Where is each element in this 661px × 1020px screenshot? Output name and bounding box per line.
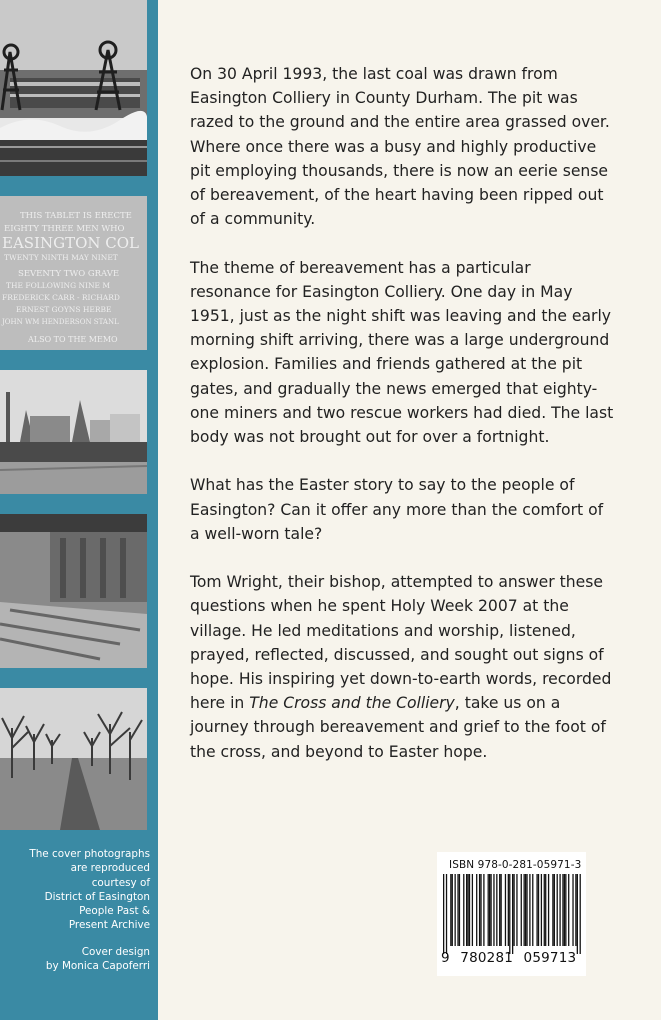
barcode-bar bbox=[572, 874, 573, 946]
barcode-bar bbox=[443, 874, 444, 954]
photo-credits bbox=[0, 847, 150, 973]
tablet-line-4: TWENTY NINTH MAY NINET bbox=[4, 253, 118, 262]
credits-line: District of Easington bbox=[44, 890, 150, 903]
barcode-bar bbox=[568, 874, 569, 946]
barcode-bar bbox=[513, 874, 514, 946]
barcode-bar bbox=[450, 874, 451, 946]
barcode-bar bbox=[575, 874, 576, 946]
photo-tree-avenue bbox=[0, 688, 147, 830]
barcode-bar bbox=[452, 874, 453, 946]
barcode-bar bbox=[577, 874, 578, 954]
barcode-bar bbox=[467, 874, 468, 946]
blurb-paragraph-4 bbox=[190, 570, 615, 764]
credits-line: People Past & bbox=[79, 905, 150, 918]
barcode-bar bbox=[552, 874, 553, 946]
blurb-paragraph-3: What has the Easter story to say to the people of Easington? Can it offer any more than the comfort of a well-worn tale? bbox=[190, 476, 604, 543]
barcode-bar bbox=[512, 874, 513, 954]
barcode-bar bbox=[490, 874, 491, 946]
barcode-bar bbox=[557, 874, 558, 946]
tablet-line-6: THE FOLLOWING NINE M bbox=[6, 281, 111, 290]
tablet-line-3: EASINGTON COL bbox=[2, 234, 140, 252]
barcode-bar bbox=[541, 874, 542, 946]
barcode-bar bbox=[554, 874, 555, 946]
barcode-bar bbox=[548, 874, 549, 946]
barcode-bar bbox=[499, 874, 500, 946]
tablet-line-1: THIS TABLET IS ERECTE bbox=[20, 211, 132, 221]
photo-memorial-tablet bbox=[0, 196, 147, 350]
barcode-bar bbox=[516, 874, 517, 946]
isbn-label: ISBN 978-0-281-05971-3 bbox=[449, 859, 582, 871]
photo-timber-boxes bbox=[0, 514, 147, 668]
barcode-bar bbox=[459, 874, 460, 946]
barcode-bar bbox=[562, 874, 563, 946]
blurb-paragraph-2: The theme of bereavement has a particular resonance for Easington Colliery. One day in May 1951, just as the night shift was leaving and the early morning shift arriving, there was a large underground explosion. Families and friends gathered at the pit gates, and gradually the news emerged that eighty-one miners and two rescue workers had died. The last body was not brought out for over a fortnight. bbox=[190, 258, 614, 447]
barcode-digit-prefix: 9 bbox=[441, 950, 450, 966]
book-title: The Cross and the Colliery bbox=[249, 694, 455, 713]
barcode-bar bbox=[466, 874, 467, 946]
left-photo-strip bbox=[0, 0, 158, 1020]
barcode-bar bbox=[565, 874, 566, 946]
barcode-bar bbox=[446, 874, 447, 954]
credits-line: are reproduced bbox=[70, 862, 150, 875]
barcode-bar bbox=[545, 874, 546, 946]
blurb-p4-text: Tom Wright, their bishop, attempted to answer these questions when he spent Holy Week 2007 at the village. He led meditations and worship, listened, prayed, reflected, discussed, and sought out signs of hope. His inspiring yet down-to-earth words, recorded here in bbox=[190, 573, 612, 713]
barcode-bar bbox=[525, 874, 526, 946]
barcode-bar bbox=[508, 874, 509, 946]
tablet-line-5: SEVENTY TWO GRAVE bbox=[18, 269, 120, 279]
barcode-bar bbox=[455, 874, 456, 946]
barcode-bar bbox=[463, 874, 464, 946]
barcode-bar bbox=[469, 874, 470, 946]
barcode-bar bbox=[559, 874, 560, 946]
tablet-line-10: ALSO TO THE MEMO bbox=[28, 335, 118, 344]
barcode-bar bbox=[488, 874, 489, 946]
barcode-bar bbox=[509, 874, 510, 954]
barcode-bar bbox=[526, 874, 527, 946]
barcode-bar bbox=[505, 874, 506, 946]
barcode-bar bbox=[479, 874, 480, 946]
barcode-bar bbox=[524, 874, 525, 946]
credits-line: The cover photographs bbox=[29, 848, 150, 860]
tablet-line-9: JOHN WM HENDERSON STANL bbox=[2, 318, 119, 326]
blurb-p4-text-end: , take us on a journey through bereavement and grief to the foot of the cross, and beyond to Easter hope. bbox=[190, 694, 606, 761]
barcode-bar bbox=[457, 874, 458, 946]
barcode-bar bbox=[529, 874, 530, 946]
barcode-bar bbox=[472, 874, 473, 946]
photo-colliery-headgear bbox=[0, 0, 147, 176]
barcode-bar bbox=[480, 874, 481, 946]
barcode-bar bbox=[476, 874, 477, 946]
barcode-bar bbox=[564, 874, 565, 946]
tablet-line-8: ERNEST GOYNS HERBE bbox=[16, 305, 112, 314]
barcode-bar bbox=[544, 874, 545, 946]
credits-gap bbox=[0, 933, 150, 945]
barcode-bar bbox=[538, 874, 539, 946]
tablet-line-2: EIGHTY THREE MEN WHO bbox=[4, 224, 125, 234]
barcode-digits-right: 059713 bbox=[523, 950, 577, 966]
barcode-bar bbox=[496, 874, 497, 946]
barcode-bar bbox=[489, 874, 490, 946]
barcode-digits-left: 780281 bbox=[460, 950, 514, 966]
tablet-line-7: FREDERICK CARR - RICHARD bbox=[2, 293, 120, 302]
barcode-bar bbox=[493, 874, 494, 946]
isbn-barcode bbox=[437, 852, 586, 976]
credits-line: courtesy of bbox=[91, 876, 150, 889]
barcode-bar bbox=[501, 874, 502, 946]
barcode-bars bbox=[443, 874, 581, 954]
design-credit-line: Cover design bbox=[81, 945, 150, 958]
barcode-bar bbox=[580, 874, 581, 954]
design-credit-line: by Monica Capoferri bbox=[45, 960, 150, 973]
barcode-bar bbox=[483, 874, 484, 946]
blurb-paragraph-1: On 30 April 1993, the last coal was drawn from Easington Colliery in County Durham. The pit was razed to the ground and the entire area grassed over. Where once there was a busy and highly productive pit employing thousands, there is now an eerie sense of bereavement, of the heart having been ripped out of a community. bbox=[190, 65, 610, 229]
back-cover-blurb bbox=[190, 62, 615, 788]
barcode-bar bbox=[536, 874, 537, 946]
photo-pit-landscape bbox=[0, 370, 147, 494]
barcode-digits bbox=[441, 950, 583, 966]
barcode-bar bbox=[532, 874, 533, 946]
credits-line: Present Archive bbox=[68, 919, 150, 932]
barcode-bar bbox=[521, 874, 522, 946]
